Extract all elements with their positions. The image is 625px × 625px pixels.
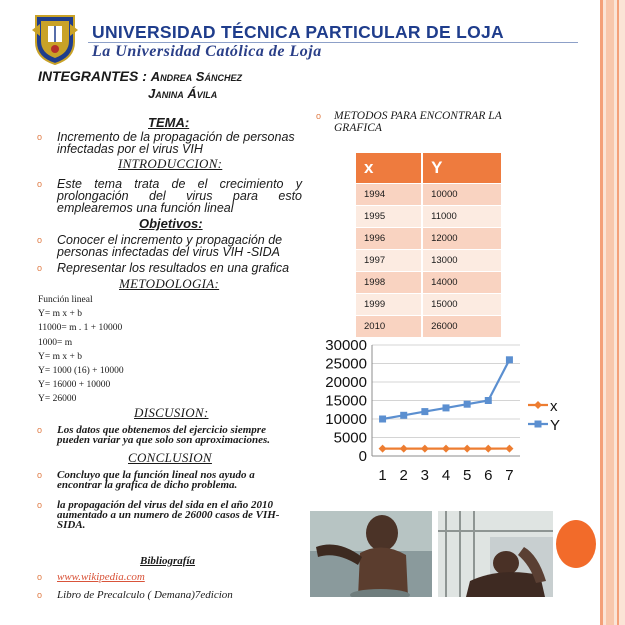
table-cell: 2010 bbox=[356, 316, 422, 338]
y-tick-label: 20000 bbox=[325, 374, 367, 391]
formula-line: Y= 26000 bbox=[38, 394, 77, 405]
university-subtitle: La Universidad Católica de Loja bbox=[92, 43, 322, 60]
data-point bbox=[442, 445, 450, 453]
methodology-heading: METODOLOGIA: bbox=[119, 276, 220, 291]
table-cell: 1996 bbox=[356, 228, 422, 250]
formula-line: Y= m x + b bbox=[38, 309, 82, 320]
data-point bbox=[421, 408, 428, 415]
table-cell: 1994 bbox=[356, 184, 422, 206]
objective-text: Representar los resultados en una grafica bbox=[57, 261, 290, 275]
data-point bbox=[464, 401, 471, 408]
methods-title bbox=[316, 110, 544, 134]
table-cell: 15000 bbox=[422, 294, 502, 316]
bullet-icon: o bbox=[37, 263, 43, 273]
decorative-stripe bbox=[606, 0, 614, 625]
y-tick-label: 0 bbox=[358, 448, 367, 465]
data-point bbox=[379, 445, 387, 453]
bullet-icon: o bbox=[37, 132, 43, 142]
table-row bbox=[356, 228, 502, 250]
data-point bbox=[421, 445, 429, 453]
bullet-icon: o bbox=[37, 425, 43, 435]
conclusion-item bbox=[37, 469, 297, 491]
table-cell: 13000 bbox=[422, 250, 502, 272]
conclusion-text: la propagación del virus del sida en el año 2010 aumentado a un numero de 26000 casos de VIH-SIDA. bbox=[57, 499, 280, 531]
bullet-icon: o bbox=[37, 235, 43, 245]
table-header-x: x bbox=[356, 153, 422, 184]
wikipedia-link[interactable]: www.wikipedia.com bbox=[57, 571, 145, 583]
objective-item bbox=[37, 233, 302, 259]
conclusion-text: Concluyo que la función lineal nos ayudo a encontrar la grafica de dicho problema. bbox=[57, 469, 255, 491]
table-header-row bbox=[356, 153, 502, 184]
table-cell: 11000 bbox=[422, 206, 502, 228]
objectives-heading: Objetivos: bbox=[139, 216, 203, 231]
table-header-y: Y bbox=[422, 153, 502, 184]
table-cell: 1998 bbox=[356, 272, 422, 294]
x-tick-label: 1 bbox=[378, 467, 387, 484]
formula-block bbox=[38, 293, 124, 407]
members-label: INTEGRANTES bbox=[38, 68, 139, 84]
x-tick-label: 3 bbox=[420, 467, 430, 484]
table-row bbox=[356, 272, 502, 294]
table-row bbox=[356, 294, 502, 316]
y-tick-label: 5000 bbox=[333, 429, 367, 447]
formula-line: 11000= m . 1 + 10000 bbox=[38, 323, 123, 334]
objective-text: Conocer el incremento y propagación de personas infectadas del virus VIH -SIDA bbox=[57, 233, 283, 259]
table-cell: 1995 bbox=[356, 206, 422, 228]
decorative-stripe bbox=[617, 0, 619, 625]
y-tick-label: 25000 bbox=[325, 355, 367, 373]
y-tick-label: 30000 bbox=[325, 337, 367, 354]
conclusion-heading: CONCLUSION bbox=[128, 450, 212, 465]
tema-heading: TEMA: bbox=[148, 115, 190, 130]
discussion-text: Los datos que obtenemos del ejercicio siempre pueden variar ya que solo son aproximaciones. bbox=[57, 424, 270, 446]
intro-heading: INTRODUCCION: bbox=[118, 156, 223, 171]
bibliography-heading: Bibliografía bbox=[140, 555, 196, 567]
legend-marker bbox=[535, 421, 542, 428]
table-cell: 1997 bbox=[356, 250, 422, 272]
member-name: Janina Ávila bbox=[148, 86, 218, 101]
bullet-icon: o bbox=[37, 590, 43, 600]
table-row bbox=[356, 184, 502, 206]
table-cell: 12000 bbox=[422, 228, 502, 250]
formula-line: Función lineal bbox=[38, 295, 93, 305]
intro-item bbox=[37, 177, 302, 215]
data-table bbox=[356, 153, 503, 337]
discussion-heading: DISCUSION: bbox=[134, 405, 209, 420]
bullet-icon: o bbox=[37, 470, 43, 480]
y-tick-label: 10000 bbox=[325, 411, 367, 428]
decorative-stripe bbox=[600, 0, 603, 625]
intro-text: Este tema trata de el crecimiento y prolongación del virus para esto emplearemos una función lineal bbox=[57, 177, 302, 215]
photo-left bbox=[310, 511, 432, 597]
bibliography-item bbox=[37, 571, 297, 583]
university-crest-logo bbox=[30, 12, 80, 66]
bullet-icon: o bbox=[37, 179, 43, 189]
members-line bbox=[38, 68, 242, 84]
data-point bbox=[506, 356, 513, 363]
photo-collage bbox=[310, 511, 553, 597]
formula-line: Y= 1000 (16) + 10000 bbox=[38, 366, 124, 377]
table-row bbox=[356, 316, 502, 338]
formula-line: Y= 16000 + 10000 bbox=[38, 380, 111, 391]
data-point bbox=[485, 397, 492, 404]
university-title: UNIVERSIDAD TÉCNICA PARTICULAR DE LOJA bbox=[92, 22, 504, 42]
data-point bbox=[400, 445, 408, 453]
table-cell: 26000 bbox=[422, 316, 502, 338]
x-tick-label: 7 bbox=[505, 467, 514, 484]
discussion-item bbox=[37, 424, 297, 446]
data-point bbox=[400, 412, 407, 419]
tema-text: Incremento de la propagación de personas infectadas por el virus VIH bbox=[57, 130, 295, 156]
book-reference: Libro de Precalculo ( Demana)7edicion bbox=[57, 589, 233, 601]
bullet-icon: o bbox=[37, 500, 43, 510]
decorative-circle bbox=[556, 520, 596, 568]
data-point bbox=[505, 445, 513, 453]
formula-line: Y= m x + b bbox=[38, 351, 82, 362]
bullet-icon: o bbox=[37, 572, 43, 582]
data-point bbox=[379, 416, 386, 423]
formula-line: 1000= m bbox=[38, 337, 73, 348]
data-point bbox=[484, 445, 492, 453]
table-row bbox=[356, 206, 502, 228]
table-row bbox=[356, 250, 502, 272]
conclusion-item bbox=[37, 499, 297, 531]
legend-label: x bbox=[550, 398, 558, 415]
x-tick-label: 5 bbox=[462, 467, 472, 484]
table-cell: 10000 bbox=[422, 184, 502, 206]
x-tick-label: 6 bbox=[484, 467, 493, 484]
tema-item bbox=[37, 130, 302, 156]
table-cell: 14000 bbox=[422, 272, 502, 294]
legend-label: Y bbox=[550, 417, 561, 434]
member-name: Andrea Sánchez bbox=[150, 69, 242, 84]
objective-item bbox=[37, 261, 302, 275]
x-tick-label: 4 bbox=[441, 467, 451, 484]
x-tick-label: 2 bbox=[399, 467, 408, 484]
data-point bbox=[443, 404, 450, 411]
table-cell: 1999 bbox=[356, 294, 422, 316]
legend-marker bbox=[534, 401, 542, 409]
bullet-icon: o bbox=[316, 111, 322, 121]
bibliography-item bbox=[37, 589, 297, 601]
y-tick-label: 15000 bbox=[325, 392, 367, 410]
line-chart bbox=[310, 335, 570, 495]
members-separator: : bbox=[138, 68, 151, 84]
data-point bbox=[463, 445, 471, 453]
methods-title-text: METODOS PARA ENCONTRAR LA GRAFICA bbox=[334, 110, 502, 134]
photo-right bbox=[438, 511, 553, 597]
